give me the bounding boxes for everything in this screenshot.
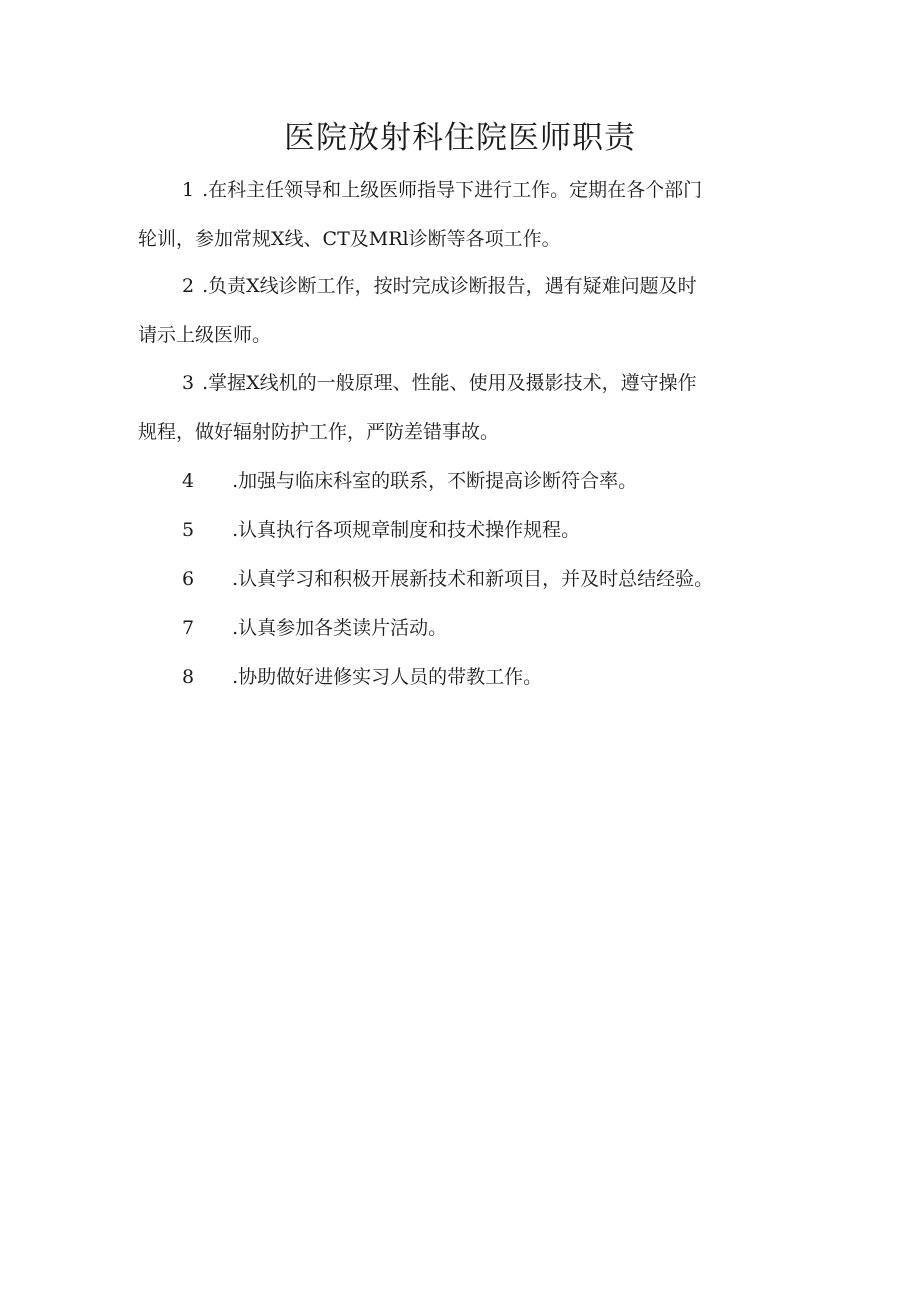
item-1-text-1: .在科主任领导和上级医师指导下进行工作。定期在各个部门 xyxy=(202,179,703,201)
item-3-line-1 xyxy=(138,359,798,408)
item-1-number: 1 xyxy=(182,179,195,201)
item-3-line-2 xyxy=(138,408,798,457)
item-8-text-1: .协助做好进修实习人员的带教工作。 xyxy=(232,666,543,688)
item-4-text-1: .加强与临床科室的联系，不断提高诊断符合率。 xyxy=(232,470,638,492)
list-item-5 xyxy=(138,506,798,555)
list-item-7 xyxy=(138,604,798,653)
list-item-4 xyxy=(138,457,798,506)
page-title: 医院放射科住院医师职责 xyxy=(284,120,636,156)
item-2-line-1 xyxy=(138,262,798,311)
item-6-number: 6 xyxy=(182,568,195,590)
item-2-text-1: .负责X线诊断工作，按时完成诊断报告，遇有疑难问题及时 xyxy=(202,275,697,297)
item-8-number: 8 xyxy=(182,666,195,688)
item-4-number: 4 xyxy=(182,470,195,492)
list-item-3 xyxy=(138,359,798,457)
item-2-number: 2 xyxy=(182,275,195,297)
item-3-text-2: 规程，做好辐射防护工作，严防差错事故。 xyxy=(138,421,500,443)
item-1-line-1 xyxy=(138,166,798,215)
list-item-6 xyxy=(138,555,798,604)
item-7-text-1: .认真参加各类读片活动。 xyxy=(232,617,448,639)
item-8-line-1 xyxy=(138,653,798,702)
item-4-line-1 xyxy=(138,457,798,506)
item-3-number: 3 xyxy=(182,372,195,394)
list-item-2 xyxy=(138,262,798,360)
item-7-number: 7 xyxy=(182,617,195,639)
item-6-line-1 xyxy=(138,555,798,604)
item-1-text-2: 轮训，参加常规X线、CT及MRl诊断等各项工作。 xyxy=(138,228,561,250)
item-2-text-2: 请示上级医师。 xyxy=(138,324,272,346)
item-7-line-1 xyxy=(138,604,798,653)
item-5-text-1: .认真执行各项规章制度和技术操作规程。 xyxy=(232,519,581,541)
item-5-line-1 xyxy=(138,506,798,555)
item-5-number: 5 xyxy=(182,519,195,541)
list-item-8 xyxy=(138,653,798,702)
item-3-text-1: .掌握X线机的一般原理、性能、使用及摄影技术，遵守操作 xyxy=(202,372,697,394)
item-6-text-1: .认真学习和积极开展新技术和新项目，并及时总结经验。 xyxy=(232,568,714,590)
item-2-line-2 xyxy=(138,311,798,360)
item-1-line-2 xyxy=(138,215,798,264)
list-item-1 xyxy=(138,166,798,264)
